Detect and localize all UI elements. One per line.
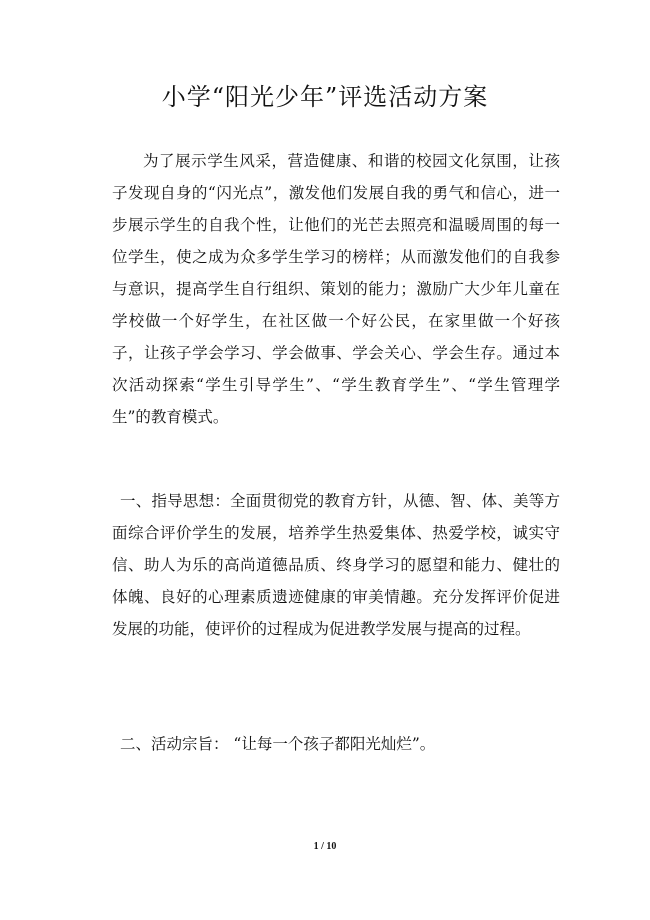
intro-paragraph: 为了展示学生风采，营造健康、和谐的校园文化氛围，让孩子发现自身的“闪光点”，激发他们发展自我的勇气和信心，进一步展示学生的自我个性，让他们的光芒去照亮和温暖周围的每一位学生，使之成为众多学生学习的榜样；从而激发他们的自我参与意识，提高学生自行组织、策划的能力；激励广大少年儿童在学校做一个好学生，在社区做一个好公民，在家里做一个好孩子，让孩子学会学习、学会做事、学会关心、学会生存。通过本次活动探索“学生引导学生”、“学生教育学生”、“学生管理学生”的教育模式。 [112, 152, 560, 426]
document-title: 小学“阳光少年”评选活动方案 [161, 83, 489, 111]
activity-purpose-paragraph: 二、活动宗旨： “让每一个孩子都阳光灿烂”。 [120, 735, 436, 753]
page-number: 1 / 10 [313, 841, 337, 852]
guiding-ideology-paragraph: 一、指导思想：全面贯彻党的教育方针，从德、智、体、美等方面综合评价学生的发展，培养学生热爱集体、热爱学校，诚实守信、助人为乐的高尚道德品质、终身学习的愿望和能力、健壮的体魄、良好的心理素质遗迹健康的审美情趣。充分发挥评价促进发展的功能，使评价的过程成为促进教学发展与提高的过程。 [112, 492, 560, 638]
